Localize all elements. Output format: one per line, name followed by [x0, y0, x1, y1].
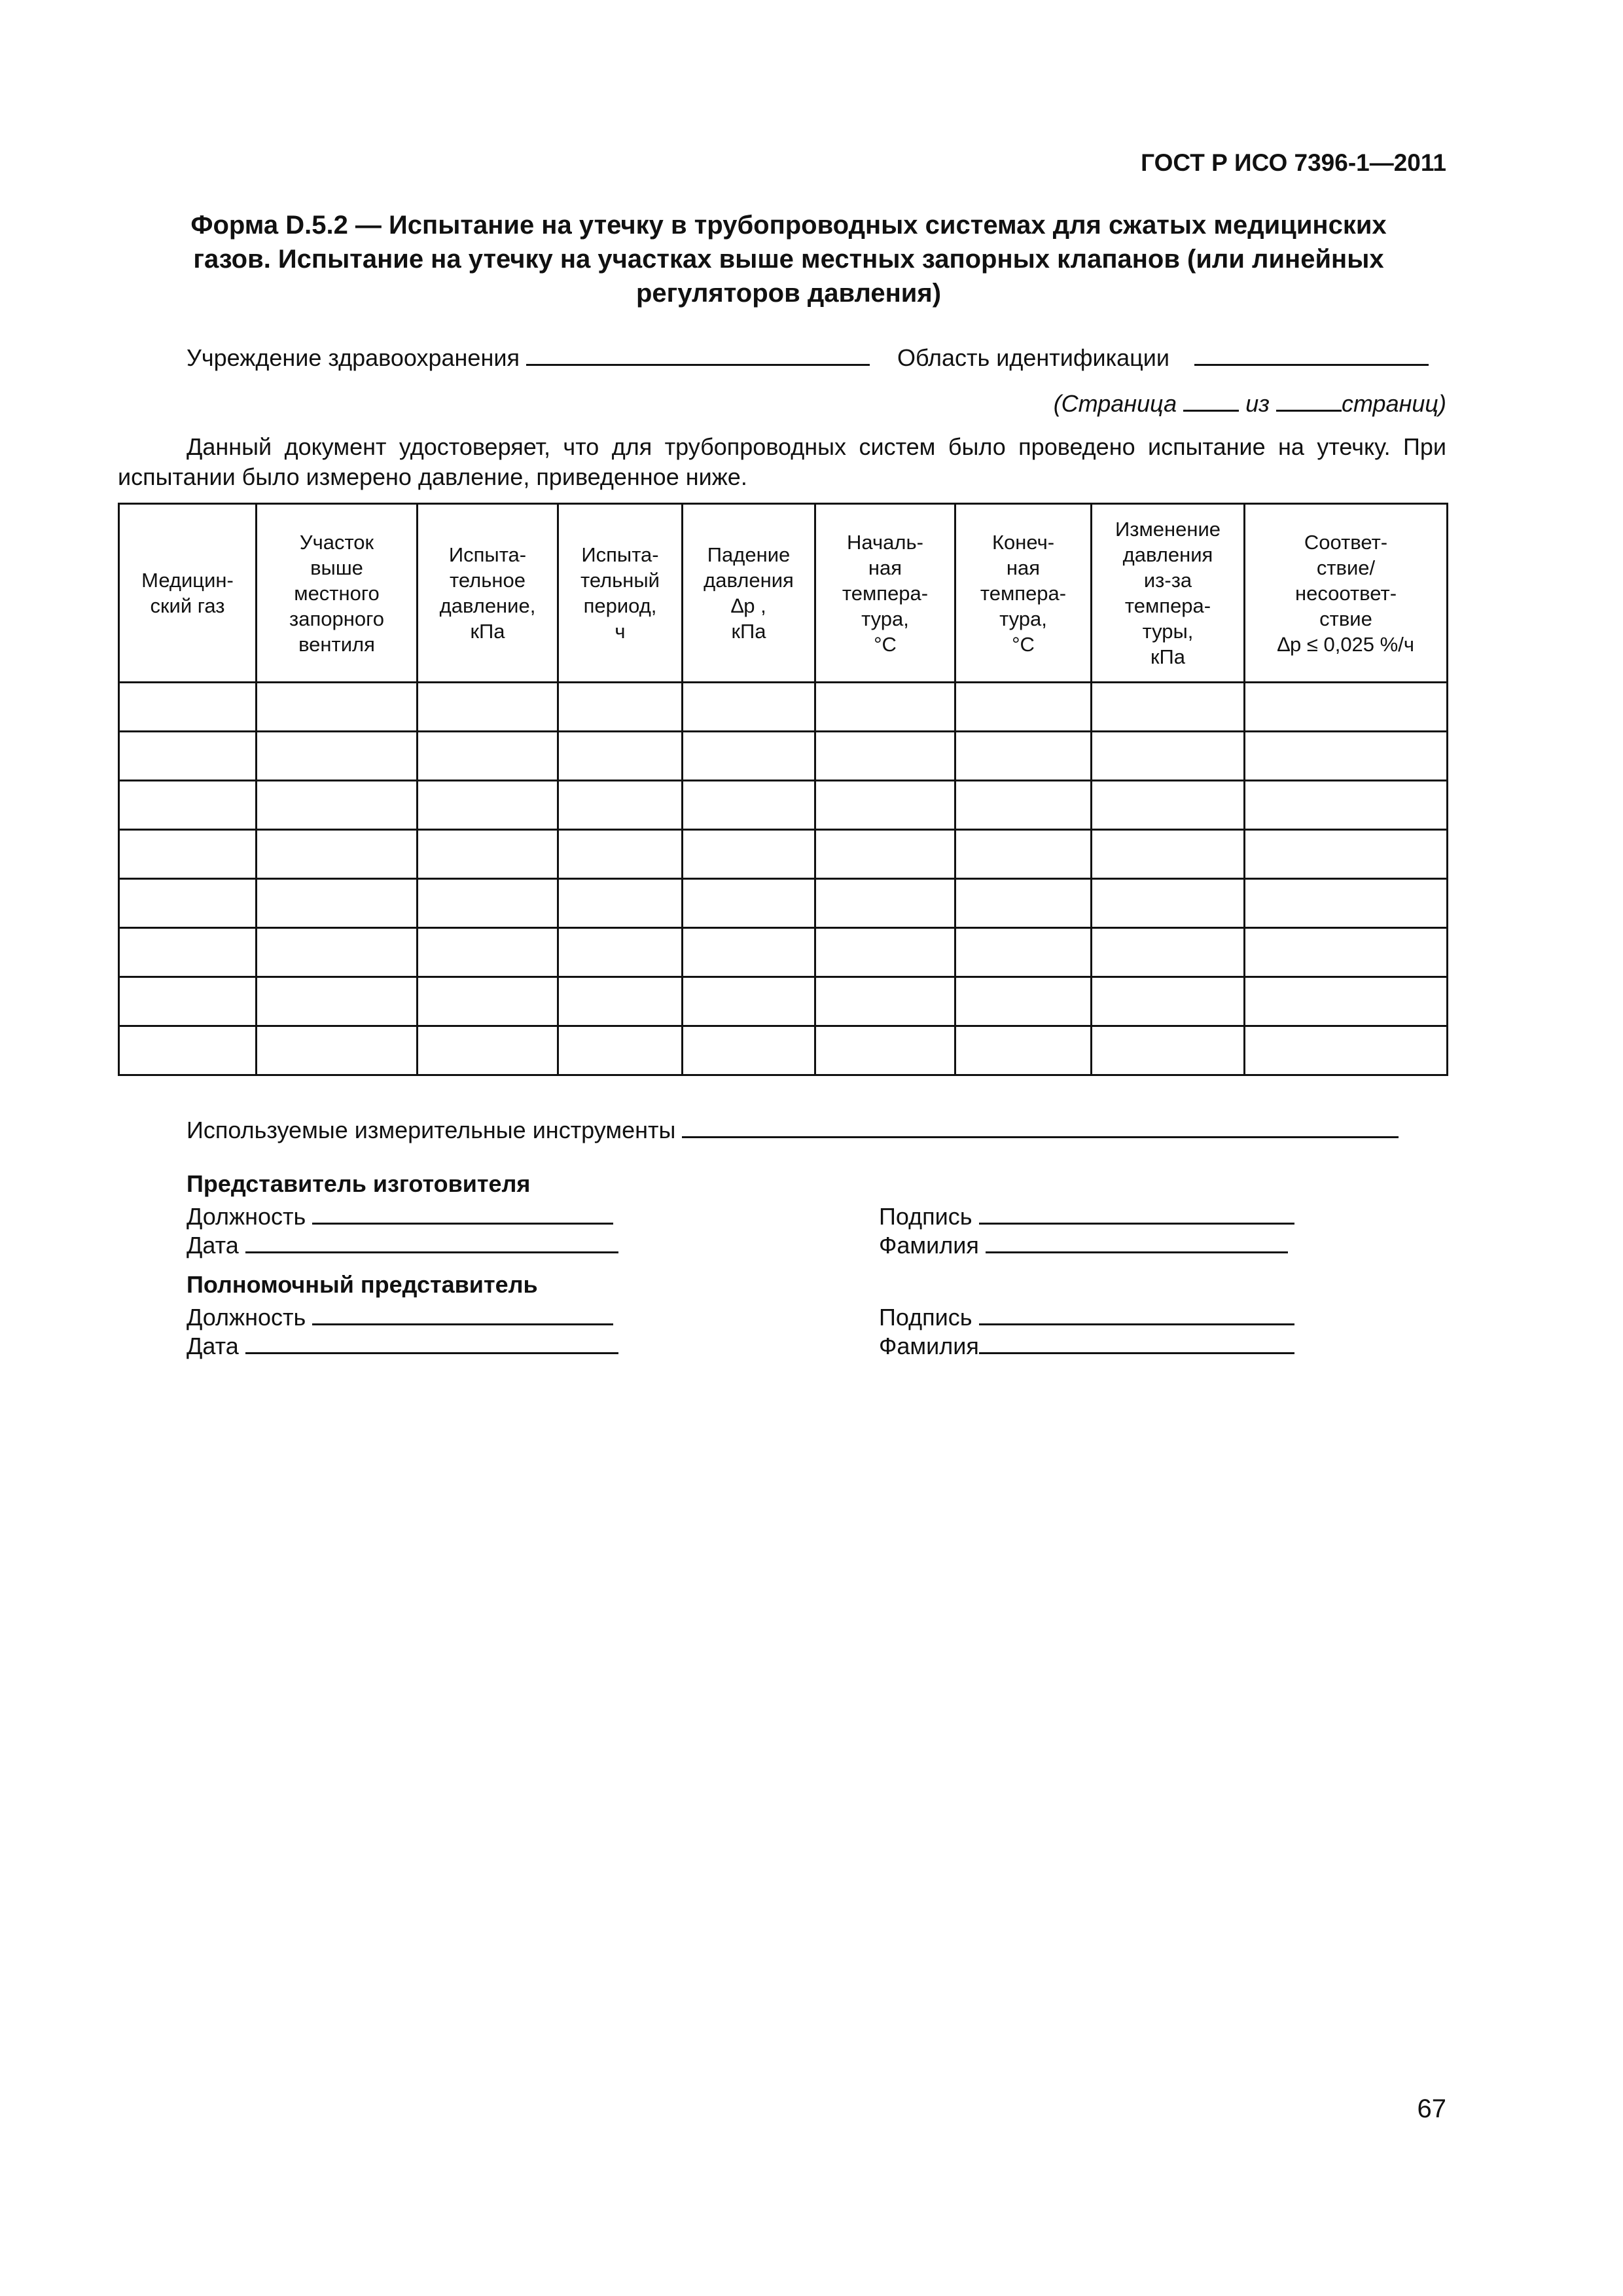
table-cell[interactable] [1245, 830, 1448, 879]
table-cell[interactable] [815, 879, 955, 928]
authorized-date-row [187, 1329, 618, 1360]
table-cell[interactable] [815, 781, 955, 830]
table-cell[interactable] [815, 1026, 955, 1075]
table-cell[interactable] [955, 879, 1092, 928]
form-title-line-2: газов. Испытание на утечку на участках выше местных запорных клапанов (или линейных [193, 245, 1384, 274]
table-cell[interactable] [119, 928, 257, 977]
table-cell[interactable] [815, 928, 955, 977]
manufacturer-surname-label: Фамилия [879, 1232, 979, 1259]
table-row [119, 879, 1448, 928]
manufacturer-signature-field[interactable] [979, 1199, 1294, 1225]
form-title [131, 208, 1446, 310]
manufacturer-surname-field[interactable] [986, 1228, 1288, 1253]
table-cell[interactable] [1092, 1026, 1245, 1075]
standard-number: ГОСТ Р ИСО 7396-1—2011 [1141, 149, 1446, 176]
table-cell[interactable] [119, 683, 257, 732]
table-cell[interactable] [1092, 879, 1245, 928]
col-header-section: Участок выше местного запорного вентиля [257, 504, 418, 683]
table-cell[interactable] [558, 683, 683, 732]
table-cell[interactable] [558, 1026, 683, 1075]
table-cell[interactable] [1245, 781, 1448, 830]
table-cell[interactable] [119, 879, 257, 928]
table-cell[interactable] [257, 928, 418, 977]
table-cell[interactable] [119, 830, 257, 879]
authorized-surname-field[interactable] [979, 1329, 1294, 1354]
manufacturer-position-label: Должность [187, 1203, 306, 1230]
institution-label: Учреждение здравоохранения [187, 344, 520, 371]
table-row [119, 732, 1448, 781]
table-cell[interactable] [257, 683, 418, 732]
table-cell[interactable] [418, 732, 558, 781]
table-cell[interactable] [558, 781, 683, 830]
manufacturer-title: Представитель изготовителя [187, 1170, 531, 1197]
table-cell[interactable] [683, 977, 815, 1026]
table-cell[interactable] [257, 977, 418, 1026]
col-header-gas: Медицин- ский газ [119, 504, 257, 683]
col-header-test-pressure: Испыта- тельное давление, кПа [418, 504, 558, 683]
table-cell[interactable] [683, 928, 815, 977]
page-info [1054, 386, 1446, 418]
manufacturer-position-field[interactable] [312, 1199, 613, 1225]
table-cell[interactable] [257, 830, 418, 879]
instruments-field[interactable] [682, 1113, 1399, 1138]
manufacturer-date-label: Дата [187, 1232, 239, 1259]
table-cell[interactable] [558, 879, 683, 928]
area-field[interactable] [1194, 340, 1429, 366]
table-cell[interactable] [955, 781, 1092, 830]
table-cell[interactable] [683, 879, 815, 928]
authorized-signature-row [879, 1300, 1294, 1331]
form-title-line-1: Форма D.5.2 — Испытание на утечку в трубопроводных системах для сжатых медицинских [190, 211, 1387, 240]
table-cell[interactable] [1092, 928, 1245, 977]
table-cell[interactable] [558, 977, 683, 1026]
institution-row [187, 340, 1429, 372]
table-cell[interactable] [418, 879, 558, 928]
intro-paragraph: Данный документ удостоверяет, что для трубопроводных систем было проведено испытание на утечку. При испытании было измерено давление, приведенное ниже. [118, 433, 1446, 490]
table-cell[interactable] [119, 732, 257, 781]
table-cell[interactable] [119, 977, 257, 1026]
table-cell[interactable] [558, 928, 683, 977]
table-cell[interactable] [418, 683, 558, 732]
table-cell[interactable] [1092, 732, 1245, 781]
table-cell[interactable] [418, 977, 558, 1026]
table-cell[interactable] [119, 1026, 257, 1075]
page-current-field[interactable] [1183, 386, 1239, 412]
table-cell[interactable] [1092, 977, 1245, 1026]
table-body [119, 683, 1448, 1075]
table-cell[interactable] [558, 732, 683, 781]
col-header-pressure-drop: Падение давления ∆p , кПа [683, 504, 815, 683]
table-row [119, 928, 1448, 977]
table-cell[interactable] [418, 928, 558, 977]
table-cell[interactable] [955, 928, 1092, 977]
table-cell[interactable] [1092, 683, 1245, 732]
table-cell[interactable] [1092, 781, 1245, 830]
table-row [119, 977, 1448, 1026]
table-cell[interactable] [119, 781, 257, 830]
table-cell[interactable] [955, 732, 1092, 781]
manufacturer-signature-row [879, 1199, 1294, 1230]
table-cell[interactable] [1092, 830, 1245, 879]
table-cell[interactable] [257, 781, 418, 830]
table-cell[interactable] [683, 683, 815, 732]
form-title-line-3: регуляторов давления) [635, 279, 942, 308]
page-number: 67 [1417, 2094, 1446, 2123]
area-label: Область идентификации [897, 344, 1170, 371]
table-cell[interactable] [815, 683, 955, 732]
table-row [119, 830, 1448, 879]
table-cell[interactable] [418, 830, 558, 879]
table-cell[interactable] [1245, 977, 1448, 1026]
authorized-date-label: Дата [187, 1333, 239, 1359]
table-cell[interactable] [955, 830, 1092, 879]
authorized-surname-row [879, 1329, 1294, 1360]
col-header-temp-pressure-change: Изменение давления из-за темпера- туры, кПа [1092, 504, 1245, 683]
table-cell[interactable] [257, 879, 418, 928]
instruments-row [187, 1113, 1399, 1144]
manufacturer-position-row [187, 1199, 613, 1230]
table-cell[interactable] [815, 830, 955, 879]
page-total-field[interactable] [1276, 386, 1342, 412]
table-cell[interactable] [815, 977, 955, 1026]
authorized-title: Полномочный представитель [187, 1271, 538, 1298]
page-info-of: из [1245, 390, 1270, 417]
table-cell[interactable] [1245, 732, 1448, 781]
table-cell[interactable] [683, 732, 815, 781]
manufacturer-surname-row [879, 1228, 1288, 1259]
col-header-compliance: Соответ- ствие/ несоответ- ствие ∆p ≤ 0,025 %/ч [1245, 504, 1448, 683]
manufacturer-signature-label: Подпись [879, 1203, 972, 1230]
table-cell[interactable] [955, 683, 1092, 732]
table-cell[interactable] [815, 732, 955, 781]
instruments-label: Используемые измерительные инструменты [187, 1117, 676, 1143]
table-cell[interactable] [418, 1026, 558, 1075]
authorized-signature-field[interactable] [979, 1300, 1294, 1325]
table-cell[interactable] [683, 830, 815, 879]
col-header-final-temp: Конеч- ная темпера- тура, °C [955, 504, 1092, 683]
table-row [119, 1026, 1448, 1075]
col-header-initial-temp: Началь- ная темпера- тура, °C [815, 504, 955, 683]
table-cell[interactable] [558, 830, 683, 879]
manufacturer-date-row [187, 1228, 618, 1259]
authorized-position-row [187, 1300, 613, 1331]
authorized-position-field[interactable] [312, 1300, 613, 1325]
table-cell[interactable] [257, 732, 418, 781]
table-cell[interactable] [683, 781, 815, 830]
table-cell[interactable] [418, 781, 558, 830]
page-info-open: (Страница [1053, 390, 1177, 417]
measurements-table [118, 503, 1448, 1076]
authorized-surname-label: Фамилия [879, 1333, 979, 1359]
table-cell[interactable] [1245, 1026, 1448, 1075]
authorized-date-field[interactable] [245, 1329, 618, 1354]
authorized-signature-label: Подпись [879, 1304, 972, 1331]
authorized-position-label: Должность [187, 1304, 306, 1331]
manufacturer-date-field[interactable] [245, 1228, 618, 1253]
table-cell[interactable] [683, 1026, 815, 1075]
institution-field[interactable] [526, 340, 870, 366]
table-header-row [119, 504, 1448, 683]
table-cell[interactable] [1245, 683, 1448, 732]
table-cell[interactable] [257, 1026, 418, 1075]
table-row [119, 683, 1448, 732]
table-cell[interactable] [955, 977, 1092, 1026]
table-cell[interactable] [1245, 928, 1448, 977]
table-row [119, 781, 1448, 830]
col-header-test-period: Испыта- тельный период, ч [558, 504, 683, 683]
page-info-close: страниц) [1341, 390, 1446, 417]
table-cell[interactable] [1245, 879, 1448, 928]
table-cell[interactable] [955, 1026, 1092, 1075]
